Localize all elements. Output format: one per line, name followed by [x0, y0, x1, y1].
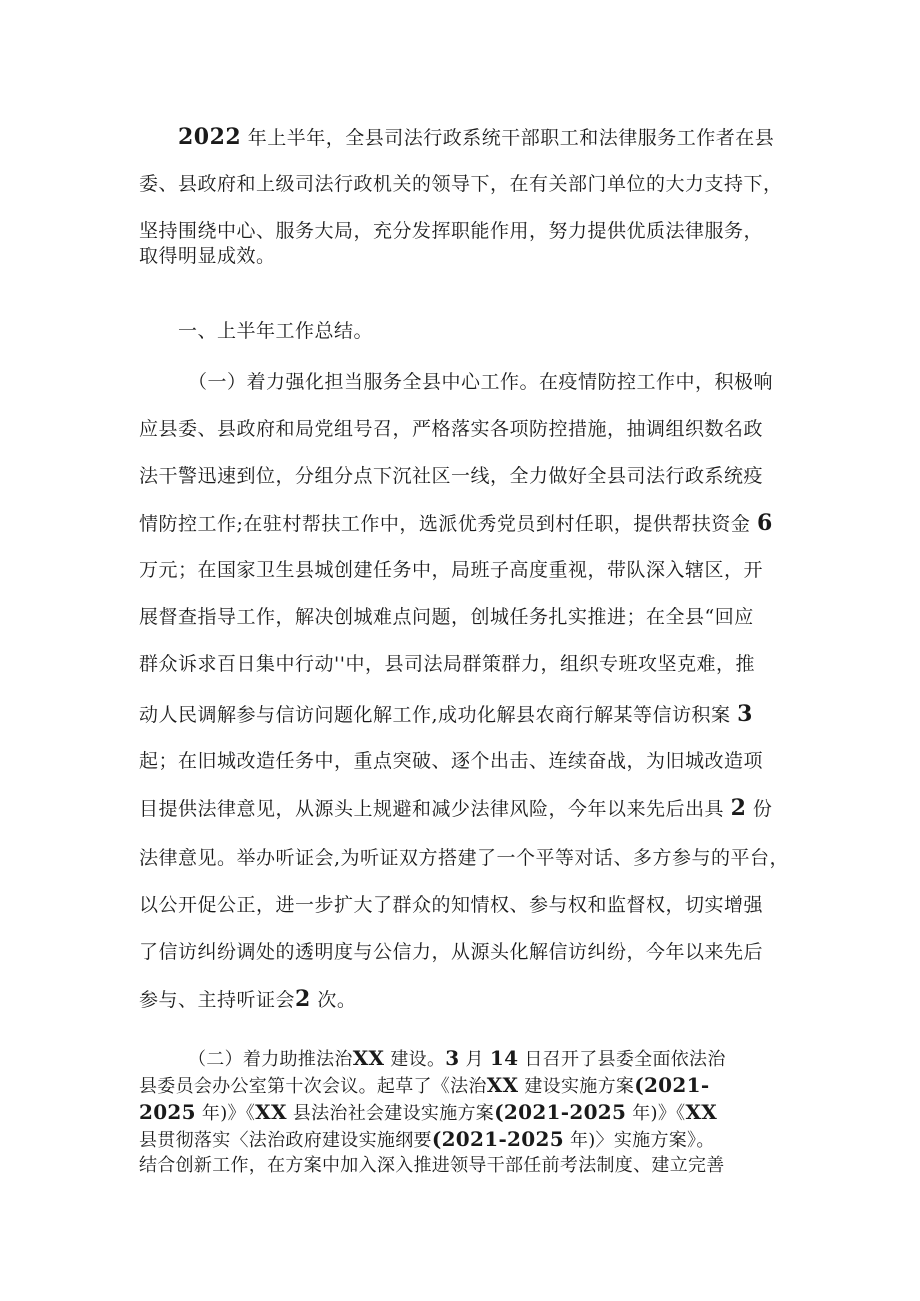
- cases-count: 3: [737, 701, 753, 727]
- section2-line-2-text-a: 县委员会办公室第十次会议。起草了《法治: [139, 1076, 487, 1097]
- section1-line-4: [139, 510, 773, 537]
- section1-line-14-text: 参与、主持听证会: [139, 989, 296, 1011]
- section1-line-8-text: 动人民调解参与信访问题化解工作,成功化解县农商行解某等信访积案: [139, 704, 731, 726]
- section1-line-10-text: 目提供法律意见，从源头上规避和减少法律风险，今年以来先后出具: [139, 798, 725, 820]
- day-number: 14: [489, 1046, 519, 1070]
- section1-line-7: 群众诉求百日集中行动''中，县司法局群策群力，组织专班攻坚克难，推: [139, 653, 755, 675]
- section1-line-5: 万元；在国家卫生县城创建任务中，局班子高度重视，带队深入辖区，开: [139, 559, 764, 581]
- section1-line-2: 应县委、县政府和局党组号召，严格落实各项防控措施，抽调组织数名政: [139, 418, 764, 440]
- section1-line-3: 法干警迅速到位，分组分点下沉社区一线，全力做好全县司法行政系统疫: [139, 465, 764, 487]
- section1-line-4-text: 情防控工作;在驻村帮扶工作中，选派优秀党员到村任职，提供帮扶资金: [139, 513, 751, 535]
- year-range: (2021-2025: [431, 1127, 564, 1151]
- section2-line-1-text-c: 月: [465, 1049, 484, 1070]
- intro-line-2: 委、县政府和上级司法行政机关的领导下，在有关部门单位的大力支持下，: [139, 173, 783, 195]
- section1-line-11: 法律意见。举办听证会,为听证双方搭建了一个平等对话、多方参与的平台，: [139, 847, 790, 869]
- section2-line-4: [139, 1126, 715, 1154]
- section2-line-3-text-c: 年)》《: [632, 1103, 686, 1124]
- section2-line-3: [139, 1099, 717, 1127]
- section2-line-2: [139, 1072, 709, 1100]
- year-range: (2021-2025: [494, 1100, 627, 1124]
- section2-line-3-text-b: 县法治社会建设实施方案: [292, 1103, 495, 1124]
- year-range-end: 2025: [139, 1100, 196, 1124]
- placeholder-xx: XX: [352, 1046, 385, 1070]
- section1-line-13: 了信访纠纷调处的透明度与公信力，从源头化解信访纠纷，今年以来先后: [139, 941, 764, 963]
- placeholder-xx: XX: [255, 1100, 287, 1124]
- placeholder-xx: XX: [486, 1073, 519, 1097]
- section2-line-4-text-b: 年)〉实施方案》。: [569, 1130, 715, 1151]
- section1-line-10-unit: 份: [752, 798, 773, 820]
- section1-line-14-unit: 次。: [317, 989, 357, 1011]
- intro-line-4: 取得明显成效。: [139, 245, 276, 267]
- year-range-start: (2021-: [634, 1073, 710, 1097]
- intro-line-1-text: 年上半年，全县司法行政系统干部职工和法律服务工作者在县: [247, 127, 775, 149]
- section1-line-6: 展督查指导工作，解决创城难点问题，创城任务扎实推进；在全县“回应: [139, 606, 754, 628]
- intro-line-3: 坚持围绕中心、服务大局，充分发挥职能作用，努力提供优质法律服务，: [139, 220, 764, 242]
- section1-line-10: [139, 795, 772, 822]
- section1-line-14: [139, 986, 356, 1013]
- section2-line-3-text-a: 年)》《: [201, 1103, 256, 1124]
- year-number: 2022: [178, 124, 242, 150]
- funding-amount: 6: [756, 510, 773, 536]
- section2-line-2-text-b: 建设实施方案: [524, 1076, 635, 1097]
- section2-line-1-text-b: 建设。: [390, 1049, 446, 1070]
- section2-line-1: [188, 1045, 726, 1073]
- section-heading: 一、上半年工作总结。: [178, 320, 374, 342]
- section1-line-1: （一）着力强化担当服务全县中心工作。在疫情防控工作中，积极响: [188, 371, 774, 393]
- section1-line-12: 以公开促公正，进一步扩大了群众的知情权、参与权和监督权，切实增强: [139, 894, 764, 916]
- section2-line-1-text-a: （二）着力助推法治: [188, 1049, 353, 1070]
- month-number: 3: [445, 1046, 460, 1070]
- intro-line-1: [178, 124, 774, 151]
- hearings-count: 2: [295, 986, 311, 1012]
- section1-line-9: 起；在旧城改造任务中，重点突破、逐个出击、连续奋战，为旧城改造项: [139, 750, 764, 772]
- placeholder-xx: XX: [685, 1100, 718, 1124]
- section2-line-5: 结合创新工作，在方案中加入深入推进领导干部任前考法制度、建立完善: [139, 1155, 725, 1176]
- section2-line-1-text-d: 日召开了县委全面依法治: [524, 1049, 726, 1070]
- opinions-count: 2: [730, 795, 747, 821]
- section2-line-4-text-a: 县贯彻落实〈法治政府建设实施纲要: [139, 1130, 432, 1151]
- section1-line-8: [139, 701, 753, 728]
